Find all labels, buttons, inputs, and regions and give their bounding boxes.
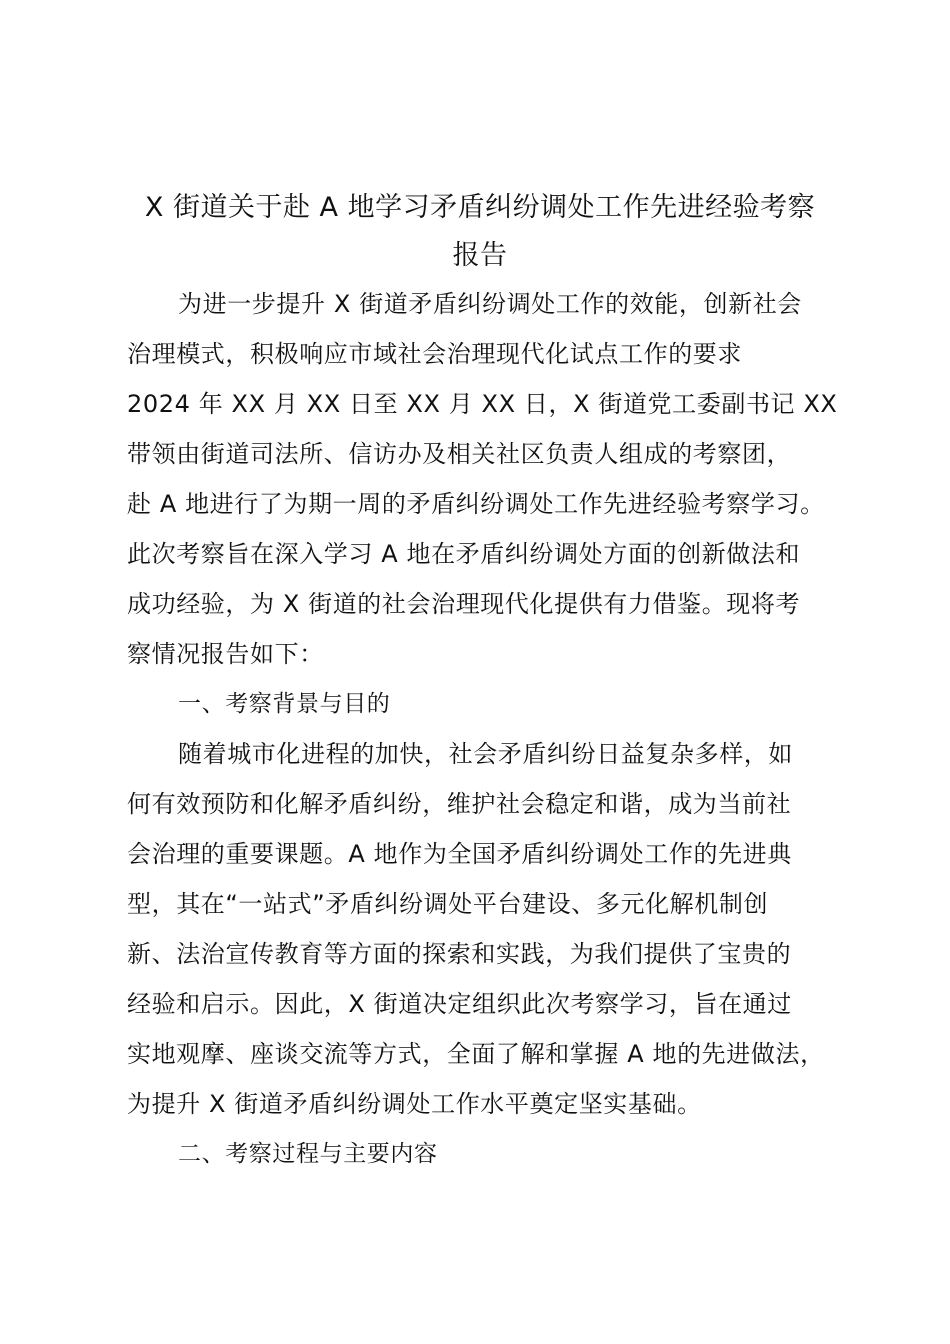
section-heading-2: 二、考察过程与主要内容: [178, 1141, 438, 1167]
paragraph-line: 察情况报告如下：: [127, 640, 324, 668]
section-heading-1: 一、考察背景与目的: [178, 691, 391, 717]
paragraph-line: 成功经验，为 X 街道的社会治理现代化提供有力借鉴。现将考: [127, 590, 801, 618]
paragraph-line: 型，其在“一站式”矛盾纠纷调处平台建设、多元化解机制创: [127, 890, 769, 918]
paragraph-line: 为提升 X 街道矛盾纠纷调处工作水平奠定坚实基础。: [127, 1090, 702, 1118]
paragraph-line: 此次考察旨在深入学习 A 地在矛盾纠纷调处方面的创新做法和: [127, 540, 801, 568]
paragraph-line: 何有效预防和化解矛盾纠纷，维护社会稳定和谐，成为当前社: [127, 790, 792, 818]
document-title-line-1: X 街道关于赴 A 地学习矛盾纠纷调处工作先进经验考察: [144, 192, 816, 223]
paragraph-line: 会治理的重要课题。A 地作为全国矛盾纠纷调处工作的先进典: [127, 840, 792, 868]
paragraph-line: 带领由街道司法所、信访办及相关社区负责人组成的考察团，: [127, 440, 792, 468]
paragraph-line: 赴 A 地进行了为期一周的矛盾纠纷调处工作先进经验考察学习。: [127, 490, 825, 518]
paragraph-line: 经验和启示。因此，X 街道决定组织此次考察学习，旨在通过: [127, 990, 792, 1018]
document-title-line-2: 报告: [452, 240, 508, 271]
paragraph-line: 2024 年 XX 月 XX 日至 XX 月 XX 日，X 街道党工委副书记 XX: [127, 390, 838, 418]
paragraph-line: 实地观摩、座谈交流等方式，全面了解和掌握 A 地的先进做法，: [127, 1040, 825, 1068]
paragraph-line: 治理模式，积极响应市域社会治理现代化试点工作的要求: [127, 340, 742, 368]
paragraph-line: 为进一步提升 X 街道矛盾纠纷调处工作的效能，创新社会: [178, 290, 802, 318]
paragraph-line: 新、法治宣传教育等方面的探索和实践，为我们提供了宝贵的: [127, 940, 792, 968]
paragraph-line: 随着城市化进程的加快，社会矛盾纠纷日益复杂多样，如: [178, 740, 793, 768]
